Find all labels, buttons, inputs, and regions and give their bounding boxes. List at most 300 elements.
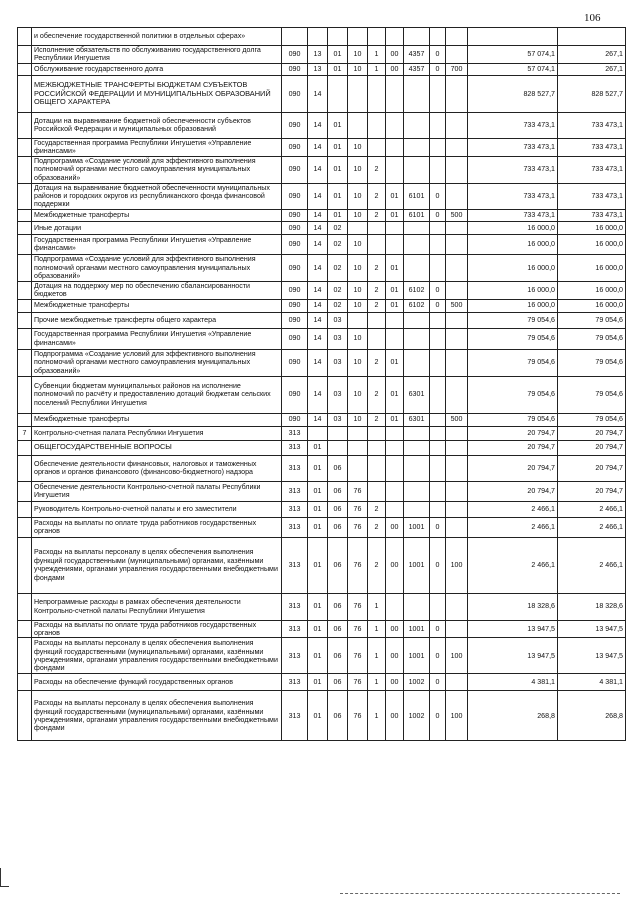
code-cell-1: 313	[282, 674, 308, 691]
table-row	[18, 481, 626, 501]
code-cell-4: 76	[348, 620, 368, 638]
amount-cell-1: 4 381,1	[468, 674, 558, 691]
amount-cell-1: 733 473,1	[468, 138, 558, 156]
code-cell-9	[446, 376, 468, 413]
code-cell-5: 1	[368, 691, 386, 741]
code-cell-7	[404, 328, 430, 349]
row-index	[18, 328, 32, 349]
code-cell-4: 76	[348, 537, 368, 593]
amount-cell-1: 13 947,5	[468, 620, 558, 638]
code-cell-2: 14	[308, 328, 328, 349]
code-cell-3: 01	[328, 183, 348, 209]
code-cell-6	[386, 138, 404, 156]
row-index	[18, 281, 32, 299]
code-cell-9	[446, 328, 468, 349]
row-name: Исполнение обязательств по обслуживанию государственного долга Республики Ингушетия	[32, 46, 282, 64]
code-cell-1: 090	[282, 138, 308, 156]
code-cell-1: 313	[282, 593, 308, 620]
code-cell-9	[446, 426, 468, 440]
amount-cell-2: 4 381,1	[558, 674, 626, 691]
row-name: Прочие межбюджетные трансферты общего характера	[32, 312, 282, 328]
code-cell-6: 01	[386, 299, 404, 312]
code-cell-4	[348, 112, 368, 138]
row-name: Контрольно-счетная палата Республики Ингушетия	[32, 426, 282, 440]
code-cell-1: 090	[282, 254, 308, 281]
amount-cell-1: 57 074,1	[468, 46, 558, 64]
code-cell-6	[386, 593, 404, 620]
amount-cell-1: 16 000,0	[468, 221, 558, 234]
code-cell-7: 6101	[404, 183, 430, 209]
code-cell-4	[348, 426, 368, 440]
code-cell-9	[446, 254, 468, 281]
amount-cell-2: 79 054,6	[558, 413, 626, 426]
row-index	[18, 455, 32, 481]
code-cell-7: 1001	[404, 638, 430, 674]
amount-cell-1: 20 794,7	[468, 481, 558, 501]
table-row	[18, 209, 626, 221]
code-cell-1: 313	[282, 537, 308, 593]
code-cell-5: 1	[368, 674, 386, 691]
code-cell-5: 2	[368, 299, 386, 312]
code-cell-2: 01	[308, 440, 328, 455]
code-cell-4: 76	[348, 593, 368, 620]
code-cell-8: 0	[430, 299, 446, 312]
code-cell-9	[446, 156, 468, 183]
row-index	[18, 349, 32, 376]
amount-cell-2: 20 794,7	[558, 455, 626, 481]
table-row	[18, 221, 626, 234]
code-cell-3: 02	[328, 254, 348, 281]
code-cell-4	[348, 221, 368, 234]
amount-cell-2: 13 947,5	[558, 638, 626, 674]
code-cell-5: 2	[368, 537, 386, 593]
table-row	[18, 620, 626, 638]
code-cell-2: 14	[308, 254, 328, 281]
code-cell-3: 01	[328, 156, 348, 183]
code-cell-8: 0	[430, 691, 446, 741]
code-cell-6: 00	[386, 674, 404, 691]
code-cell-6: 00	[386, 46, 404, 64]
code-cell-2	[308, 28, 328, 46]
code-cell-3: 06	[328, 455, 348, 481]
code-cell-6	[386, 312, 404, 328]
code-cell-3: 06	[328, 638, 348, 674]
amount-cell-2: 733 473,1	[558, 138, 626, 156]
amount-cell-2: 79 054,6	[558, 349, 626, 376]
code-cell-4: 10	[348, 376, 368, 413]
table-row	[18, 455, 626, 481]
code-cell-1: 090	[282, 312, 308, 328]
code-cell-7: 1001	[404, 537, 430, 593]
amount-cell-1: 16 000,0	[468, 254, 558, 281]
code-cell-4: 76	[348, 691, 368, 741]
code-cell-3: 06	[328, 620, 348, 638]
amount-cell-2: 733 473,1	[558, 209, 626, 221]
code-cell-6	[386, 156, 404, 183]
code-cell-6: 00	[386, 537, 404, 593]
row-name: МЕЖБЮДЖЕТНЫЕ ТРАНСФЕРТЫ БЮДЖЕТАМ СУБЪЕКТОВ РОССИЙСКОЙ ФЕДЕРАЦИИ И МУНИЦИПАЛЬНЫХ ОБРАЗОВАНИЙ ОБЩЕГО ХАРАКТЕРА	[32, 75, 282, 112]
table-row	[18, 517, 626, 537]
code-cell-4	[348, 75, 368, 112]
amount-cell-1: 2 466,1	[468, 501, 558, 517]
code-cell-5	[368, 112, 386, 138]
code-cell-6	[386, 440, 404, 455]
code-cell-5: 1	[368, 638, 386, 674]
code-cell-9: 100	[446, 691, 468, 741]
amount-cell-2: 2 466,1	[558, 537, 626, 593]
row-index	[18, 299, 32, 312]
table-row	[18, 156, 626, 183]
amount-cell-1: 733 473,1	[468, 209, 558, 221]
code-cell-9	[446, 620, 468, 638]
row-name: и обеспечение государственной политики в отдельных сферах»	[32, 28, 282, 46]
row-name: Руководитель Контрольно-счетной палаты и его заместители	[32, 501, 282, 517]
code-cell-9	[446, 281, 468, 299]
code-cell-1: 090	[282, 156, 308, 183]
budget-table-body	[18, 28, 626, 741]
code-cell-3: 06	[328, 501, 348, 517]
amount-cell-1: 79 054,6	[468, 349, 558, 376]
code-cell-5	[368, 312, 386, 328]
code-cell-3: 02	[328, 221, 348, 234]
row-name: Расходы на выплаты персоналу в целях обеспечения выполнения функций государственными (муниципальными) органами, казёнными учреждениями, органами управления государственными внебюджетными фондами	[32, 537, 282, 593]
code-cell-1: 090	[282, 349, 308, 376]
code-cell-5: 2	[368, 254, 386, 281]
code-cell-2: 14	[308, 209, 328, 221]
row-index	[18, 221, 32, 234]
amount-cell-1: 828 527,7	[468, 75, 558, 112]
code-cell-3: 03	[328, 413, 348, 426]
code-cell-4: 76	[348, 501, 368, 517]
code-cell-6	[386, 426, 404, 440]
code-cell-8: 0	[430, 209, 446, 221]
code-cell-2: 14	[308, 312, 328, 328]
code-cell-3	[328, 440, 348, 455]
code-cell-9: 500	[446, 209, 468, 221]
code-cell-6: 01	[386, 281, 404, 299]
code-cell-9	[446, 312, 468, 328]
code-cell-5	[368, 234, 386, 254]
amount-cell-2: 2 466,1	[558, 501, 626, 517]
table-row	[18, 46, 626, 64]
row-name: Непрограммные расходы в рамках обеспечения деятельности Контрольно-счетной палаты Республики Ингушетия	[32, 593, 282, 620]
code-cell-5: 1	[368, 620, 386, 638]
code-cell-3: 01	[328, 46, 348, 64]
code-cell-9	[446, 75, 468, 112]
code-cell-9: 100	[446, 638, 468, 674]
code-cell-7	[404, 349, 430, 376]
amount-cell-1: 16 000,0	[468, 281, 558, 299]
code-cell-9	[446, 517, 468, 537]
row-name: Расходы на выплаты по оплате труда работников государственных органов	[32, 620, 282, 638]
amount-cell-2: 16 000,0	[558, 221, 626, 234]
amount-cell-1	[468, 28, 558, 46]
code-cell-2: 01	[308, 517, 328, 537]
code-cell-4: 10	[348, 328, 368, 349]
code-cell-6	[386, 455, 404, 481]
code-cell-5	[368, 28, 386, 46]
amount-cell-1: 79 054,6	[468, 376, 558, 413]
code-cell-9	[446, 440, 468, 455]
code-cell-7	[404, 501, 430, 517]
row-name: Государственная программа Республики Ингушетия «Управление финансами»	[32, 328, 282, 349]
row-index	[18, 537, 32, 593]
binding-mark	[0, 868, 9, 887]
code-cell-4: 10	[348, 349, 368, 376]
code-cell-7	[404, 75, 430, 112]
row-index	[18, 312, 32, 328]
code-cell-7	[404, 156, 430, 183]
code-cell-7: 4357	[404, 63, 430, 75]
row-name: Дотация на выравнивание бюджетной обеспеченности муниципальных районов и городских округов из республиканского фонда финансовой поддержки	[32, 183, 282, 209]
code-cell-3: 03	[328, 349, 348, 376]
amount-cell-2: 16 000,0	[558, 234, 626, 254]
code-cell-2: 01	[308, 537, 328, 593]
amount-cell-2: 16 000,0	[558, 299, 626, 312]
row-index: 7	[18, 426, 32, 440]
code-cell-8	[430, 254, 446, 281]
code-cell-7: 4357	[404, 46, 430, 64]
code-cell-5: 1	[368, 46, 386, 64]
row-index	[18, 183, 32, 209]
code-cell-9: 700	[446, 63, 468, 75]
code-cell-3: 06	[328, 691, 348, 741]
code-cell-1: 090	[282, 63, 308, 75]
code-cell-5: 2	[368, 281, 386, 299]
table-row	[18, 28, 626, 46]
code-cell-2: 01	[308, 691, 328, 741]
code-cell-5: 2	[368, 413, 386, 426]
code-cell-5	[368, 328, 386, 349]
code-cell-8	[430, 156, 446, 183]
code-cell-8	[430, 376, 446, 413]
code-cell-4: 76	[348, 638, 368, 674]
code-cell-6: 00	[386, 620, 404, 638]
code-cell-4: 10	[348, 234, 368, 254]
page-number: 106	[584, 12, 601, 24]
amount-cell-2: 268,8	[558, 691, 626, 741]
code-cell-2	[308, 426, 328, 440]
code-cell-5	[368, 455, 386, 481]
code-cell-4	[348, 440, 368, 455]
code-cell-8	[430, 75, 446, 112]
row-name: Межбюджетные трансферты	[32, 413, 282, 426]
code-cell-4: 10	[348, 413, 368, 426]
code-cell-2: 14	[308, 281, 328, 299]
amount-cell-1: 57 074,1	[468, 63, 558, 75]
amount-cell-1: 79 054,6	[468, 328, 558, 349]
amount-cell-2: 16 000,0	[558, 281, 626, 299]
code-cell-4: 10	[348, 281, 368, 299]
code-cell-2: 14	[308, 112, 328, 138]
code-cell-1: 090	[282, 299, 308, 312]
code-cell-6: 01	[386, 183, 404, 209]
amount-cell-1: 20 794,7	[468, 455, 558, 481]
table-row	[18, 234, 626, 254]
code-cell-1: 090	[282, 234, 308, 254]
code-cell-5: 2	[368, 501, 386, 517]
code-cell-9	[446, 46, 468, 64]
code-cell-2: 01	[308, 481, 328, 501]
amount-cell-2: 733 473,1	[558, 183, 626, 209]
code-cell-1: 313	[282, 440, 308, 455]
amount-cell-1: 733 473,1	[468, 183, 558, 209]
amount-cell-2: 20 794,7	[558, 440, 626, 455]
code-cell-1: 090	[282, 46, 308, 64]
row-name: Межбюджетные трансферты	[32, 209, 282, 221]
table-row	[18, 501, 626, 517]
code-cell-1: 090	[282, 328, 308, 349]
row-index	[18, 28, 32, 46]
code-cell-9	[446, 481, 468, 501]
code-cell-2: 14	[308, 75, 328, 112]
code-cell-4: 10	[348, 63, 368, 75]
row-name: Расходы на выплаты персоналу в целях обеспечения выполнения функций государственными (муниципальными) органами, казёнными учреждениями, органами управления государственными внебюджетными фондами	[32, 638, 282, 674]
code-cell-9	[446, 234, 468, 254]
code-cell-2: 01	[308, 638, 328, 674]
row-name: Обслуживание государственного долга	[32, 63, 282, 75]
code-cell-1: 313	[282, 517, 308, 537]
table-row	[18, 440, 626, 455]
amount-cell-1: 18 328,6	[468, 593, 558, 620]
table-row	[18, 638, 626, 674]
code-cell-5	[368, 426, 386, 440]
code-cell-4: 76	[348, 481, 368, 501]
row-index	[18, 209, 32, 221]
row-name: Государственная программа Республики Ингушетия «Управление финансами»	[32, 138, 282, 156]
code-cell-2: 14	[308, 156, 328, 183]
code-cell-2: 01	[308, 593, 328, 620]
code-cell-6	[386, 501, 404, 517]
code-cell-1: 090	[282, 112, 308, 138]
code-cell-9	[446, 501, 468, 517]
code-cell-6: 01	[386, 209, 404, 221]
code-cell-3: 06	[328, 517, 348, 537]
table-row	[18, 75, 626, 112]
row-index	[18, 234, 32, 254]
code-cell-1: 090	[282, 413, 308, 426]
row-index	[18, 63, 32, 75]
amount-cell-1: 20 794,7	[468, 426, 558, 440]
amount-cell-1: 2 466,1	[468, 517, 558, 537]
code-cell-6	[386, 221, 404, 234]
code-cell-2: 01	[308, 674, 328, 691]
row-name: Обеспечение деятельности Контрольно-счетной палаты Республики Ингушетия	[32, 481, 282, 501]
code-cell-3: 06	[328, 674, 348, 691]
row-index	[18, 481, 32, 501]
amount-cell-2: 267,1	[558, 63, 626, 75]
amount-cell-2: 16 000,0	[558, 254, 626, 281]
code-cell-7	[404, 440, 430, 455]
code-cell-5: 1	[368, 63, 386, 75]
row-name: Государственная программа Республики Ингушетия «Управление финансами»	[32, 234, 282, 254]
table-row	[18, 426, 626, 440]
code-cell-3	[328, 426, 348, 440]
code-cell-3: 03	[328, 376, 348, 413]
row-name: Межбюджетные трансферты	[32, 299, 282, 312]
code-cell-8	[430, 328, 446, 349]
code-cell-6	[386, 481, 404, 501]
code-cell-1: 090	[282, 75, 308, 112]
row-index	[18, 75, 32, 112]
code-cell-8	[430, 234, 446, 254]
code-cell-7	[404, 112, 430, 138]
row-name: Иные дотации	[32, 221, 282, 234]
code-cell-8	[430, 455, 446, 481]
code-cell-1: 313	[282, 691, 308, 741]
amount-cell-2: 13 947,5	[558, 620, 626, 638]
code-cell-5: 1	[368, 593, 386, 620]
code-cell-3: 01	[328, 138, 348, 156]
code-cell-4: 10	[348, 46, 368, 64]
row-name: Расходы на обеспечение функций государственных органов	[32, 674, 282, 691]
code-cell-7: 1002	[404, 691, 430, 741]
code-cell-6	[386, 328, 404, 349]
code-cell-8	[430, 501, 446, 517]
amount-cell-2	[558, 28, 626, 46]
code-cell-6	[386, 75, 404, 112]
code-cell-7: 1001	[404, 620, 430, 638]
row-index	[18, 156, 32, 183]
code-cell-7	[404, 254, 430, 281]
amount-cell-1: 20 794,7	[468, 440, 558, 455]
code-cell-1: 313	[282, 620, 308, 638]
code-cell-4: 10	[348, 183, 368, 209]
code-cell-8: 0	[430, 537, 446, 593]
code-cell-2: 14	[308, 221, 328, 234]
table-row	[18, 691, 626, 741]
code-cell-3	[328, 28, 348, 46]
row-index	[18, 138, 32, 156]
code-cell-2: 14	[308, 234, 328, 254]
code-cell-6: 00	[386, 691, 404, 741]
row-index	[18, 620, 32, 638]
code-cell-1: 090	[282, 209, 308, 221]
code-cell-8: 0	[430, 63, 446, 75]
code-cell-2: 14	[308, 376, 328, 413]
row-name: Подпрограмма «Создание условий для эффективного выполнения полномочий органами местного самоуправления муниципальных образований»	[32, 156, 282, 183]
code-cell-3: 06	[328, 537, 348, 593]
code-cell-5: 2	[368, 376, 386, 413]
code-cell-9	[446, 455, 468, 481]
amount-cell-2: 267,1	[558, 46, 626, 64]
code-cell-8	[430, 312, 446, 328]
row-name: Дотации на выравнивание бюджетной обеспеченности субъектов Российской Федерации и муниципальных образований	[32, 112, 282, 138]
code-cell-9	[446, 28, 468, 46]
code-cell-3: 03	[328, 312, 348, 328]
amount-cell-2: 79 054,6	[558, 312, 626, 328]
amount-cell-1: 16 000,0	[468, 234, 558, 254]
code-cell-8: 0	[430, 620, 446, 638]
amount-cell-1: 733 473,1	[468, 156, 558, 183]
code-cell-8	[430, 440, 446, 455]
code-cell-8	[430, 481, 446, 501]
footer-rule	[340, 893, 620, 894]
code-cell-9: 500	[446, 299, 468, 312]
code-cell-1: 090	[282, 183, 308, 209]
code-cell-3: 03	[328, 328, 348, 349]
code-cell-5	[368, 440, 386, 455]
code-cell-3: 01	[328, 112, 348, 138]
code-cell-1: 090	[282, 376, 308, 413]
table-row	[18, 281, 626, 299]
row-index	[18, 691, 32, 741]
table-row	[18, 254, 626, 281]
amount-cell-1: 16 000,0	[468, 299, 558, 312]
code-cell-1: 090	[282, 221, 308, 234]
code-cell-4: 10	[348, 138, 368, 156]
row-name: Подпрограмма «Создание условий для эффективного выполнения полномочий органами местного самоуправления муниципальных образований»	[32, 254, 282, 281]
